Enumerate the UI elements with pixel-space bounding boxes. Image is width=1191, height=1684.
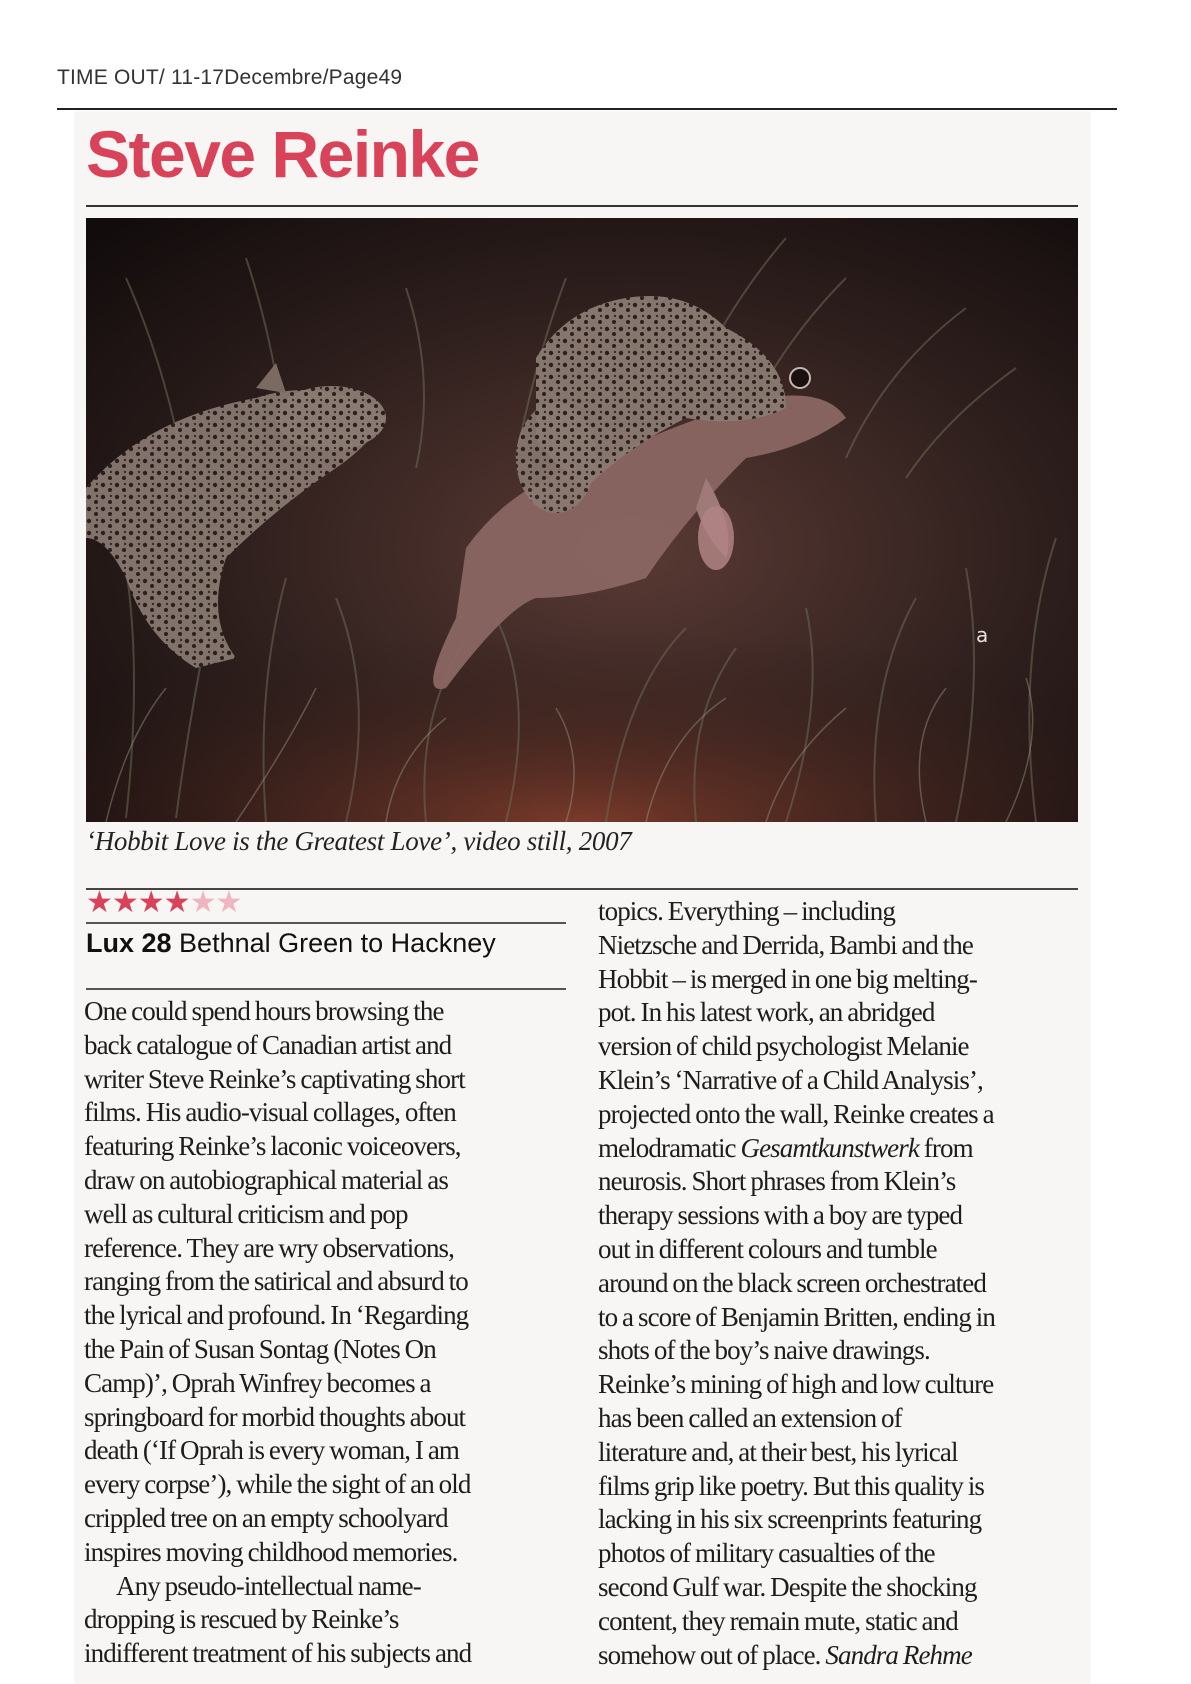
text-line: photos of military casualties of the <box>598 1538 935 1569</box>
text-line: out in different colours and tumble <box>598 1233 937 1264</box>
rating-empty-stars-icon: ★★ <box>189 885 242 920</box>
text-line: ranging from the satirical and absurd to <box>84 1266 468 1297</box>
text-line: films. His audio-visual collages, often <box>84 1097 456 1128</box>
text-line: films grip like poetry. But this quality is <box>598 1470 985 1501</box>
text-line: neurosis. Short phrases from Klein’s <box>598 1166 956 1197</box>
text-line-with-italic <box>598 1132 995 1166</box>
text-line: reference. They are wry observations, <box>84 1232 455 1263</box>
text-line: Klein’s ‘Narrative of a Child Analysis’, <box>598 1064 983 1095</box>
text-line: dropping is rescued by Reinke’s <box>84 1604 399 1635</box>
text-line: version of child psychologist Melanie <box>598 1031 969 1062</box>
text-line: springboard for morbid thoughts about <box>84 1401 466 1432</box>
article-headline: Steve Reinke <box>86 117 479 191</box>
text-line: crippled tree on an empty schoolyard <box>84 1502 448 1533</box>
text-line: Reinke’s mining of high and low culture <box>598 1369 994 1400</box>
text-line: the lyrical and profound. In ‘Regarding <box>84 1300 469 1331</box>
article-column-left <box>84 995 471 1671</box>
svg-text:a: a <box>976 623 989 647</box>
text-line: content, they remain mute, static and <box>598 1605 958 1636</box>
venue-location: Bethnal Green to Hackney <box>171 928 496 958</box>
leopards-photo-illustration <box>86 218 1078 822</box>
text-line: lacking in his six screenprints featuring <box>598 1504 982 1535</box>
text-line: back catalogue of Canadian artist and <box>84 1029 452 1060</box>
italic-term: Gesamtkunstwerk <box>740 1132 919 1163</box>
text-line: indifferent treatment of his subjects and <box>84 1638 472 1669</box>
text-line: the Pain of Susan Sontag (Notes On <box>84 1333 436 1364</box>
text-fragment: somehow out of place. <box>598 1639 826 1670</box>
venue-line <box>86 928 496 959</box>
text-line: draw on autobiographical material as <box>84 1164 448 1195</box>
text-line: Camp)’, Oprah Winfrey becomes a <box>84 1367 431 1398</box>
text-line: featuring Reinke’s laconic voiceovers, <box>84 1131 461 1162</box>
text-line: second Gulf war. Despite the shocking <box>598 1571 977 1602</box>
header-divider <box>57 108 1117 110</box>
text-line: projected onto the wall, Reinke creates a <box>598 1098 994 1129</box>
text-line: Nietzsche and Derrida, Bambi and the <box>598 929 973 960</box>
text-line: well as cultural criticism and pop <box>84 1198 408 1229</box>
article-column-right <box>598 895 995 1672</box>
text-line: literature and, at their best, his lyrical <box>598 1436 958 1467</box>
page-source-header: TIME OUT/ 11-17Decembre/Page49 <box>57 66 403 89</box>
text-line: has been called an extension of <box>598 1402 902 1433</box>
text-line: One could spend hours browsing the <box>84 996 444 1026</box>
author-byline: Sandra Rehme <box>825 1639 972 1670</box>
text-line-with-byline <box>598 1639 995 1673</box>
text-line: writer Steve Reinke’s captivating short <box>84 1063 465 1094</box>
rating-divider <box>86 922 566 924</box>
venue-divider <box>86 988 566 990</box>
text-line: topics. Everything – including <box>598 896 895 926</box>
text-line: around on the black screen orchestrated <box>598 1267 986 1298</box>
star-rating <box>86 885 242 920</box>
text-fragment: from <box>918 1132 973 1163</box>
text-fragment: melodramatic <box>598 1132 741 1163</box>
text-line: inspires moving childhood memories. <box>84 1536 458 1567</box>
text-line: to a score of Benjamin Britten, ending in <box>598 1301 995 1332</box>
video-still-photo <box>86 218 1078 822</box>
headline-divider <box>86 205 1078 207</box>
text-line: Hobbit – is merged in one big melting- <box>598 963 978 994</box>
text-line: shots of the boy’s naive drawings. <box>598 1335 930 1366</box>
photo-caption: ‘Hobbit Love is the Greatest Love’, video still, 2007 <box>86 826 632 856</box>
text-line: Any pseudo-intellectual name- <box>116 1570 421 1601</box>
text-line: therapy sessions with a boy are typed <box>598 1200 963 1231</box>
text-line: pot. In his latest work, an abridged <box>598 997 935 1028</box>
text-line: death (‘If Oprah is every woman, I am <box>84 1435 460 1466</box>
venue-name: Lux 28 <box>86 928 172 958</box>
rating-filled-stars-icon: ★★★★ <box>86 885 190 920</box>
text-line: every corpse’), while the sight of an old <box>84 1469 471 1500</box>
